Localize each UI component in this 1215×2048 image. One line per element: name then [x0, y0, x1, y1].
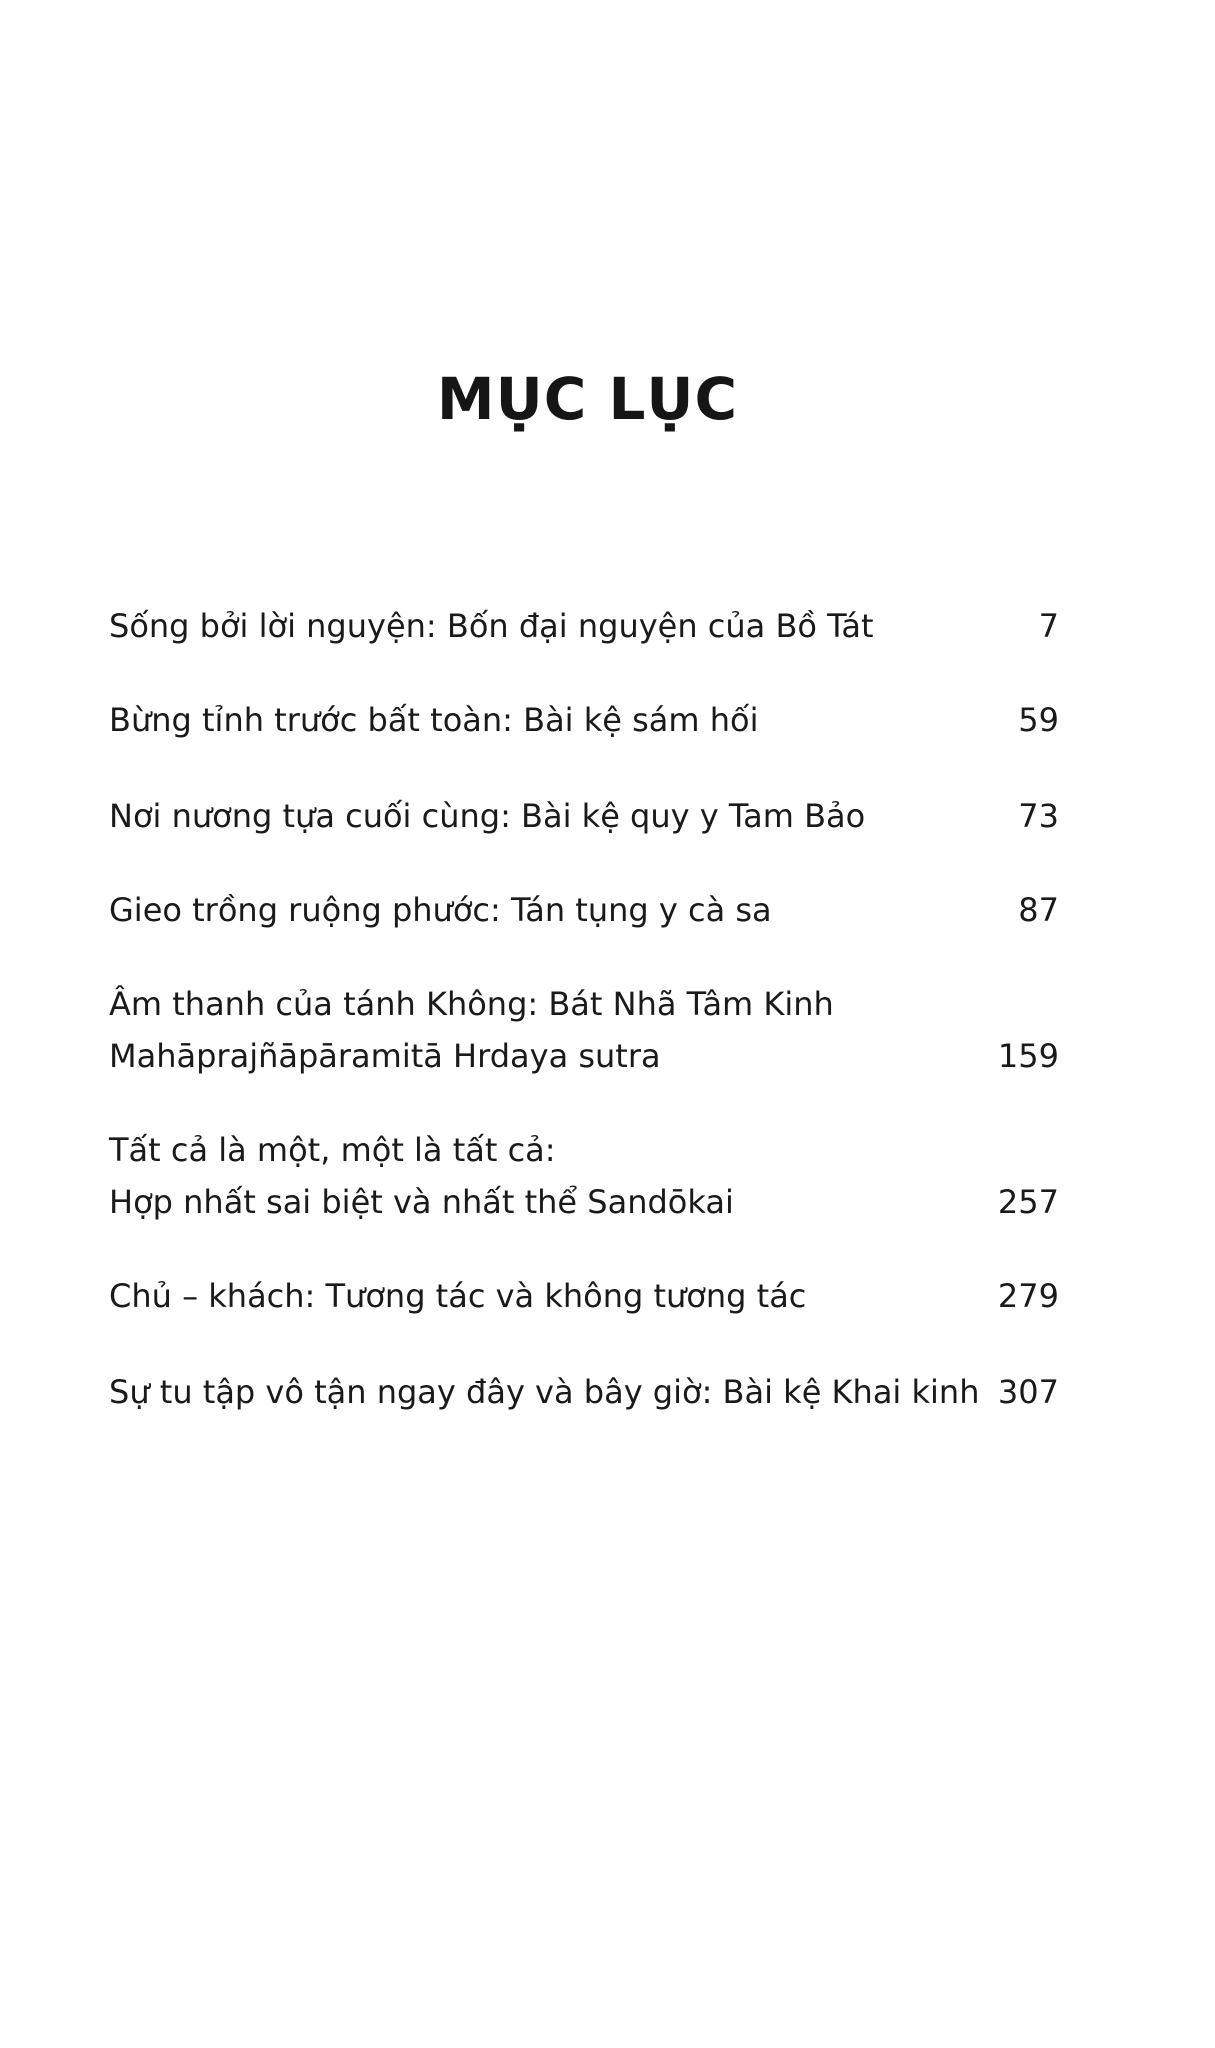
toc-entry-title-line: Mahāprajñāpāramitā Hrdaya sutra [109, 1037, 661, 1075]
toc-entry-page-number: 7 [1038, 607, 1059, 645]
toc-entry [109, 600, 1059, 652]
toc-entry-title: Bừng tỉnh trước bất toàn: Bài kệ sám hối [109, 701, 759, 739]
toc-entry-page-number: 59 [1018, 701, 1059, 739]
toc-entry-title: Chủ – khách: Tương tác và không tương tác [109, 1277, 807, 1315]
toc-entry-title-line: Hợp nhất sai biệt và nhất thể Sandōkai [109, 1183, 734, 1221]
toc-entry [109, 1366, 1059, 1418]
toc-entry-page-number: 257 [997, 1183, 1059, 1221]
toc-entry [109, 694, 1059, 746]
toc-entry-page-number: 159 [997, 1037, 1059, 1075]
toc-entry-title-line: Tất cả là một, một là tất cả: [109, 1131, 556, 1169]
toc-entry [109, 790, 1059, 842]
toc-entry-title: Gieo trồng ruộng phước: Tán tụng y cà sa [109, 891, 772, 929]
toc-entry-page-number: 87 [1018, 891, 1059, 929]
page-title: MỤC LỤC [436, 365, 739, 433]
toc-entry-page-number: 279 [997, 1277, 1059, 1315]
toc-entry-title: Sống bởi lời nguyện: Bốn đại nguyện của Bồ Tát [109, 607, 874, 645]
toc-entry-title-line: Âm thanh của tánh Không: Bát Nhã Tâm Kinh [109, 985, 834, 1023]
toc-entry [109, 1124, 1059, 1228]
toc-entry-title: Sự tu tập vô tận ngay đây và bây giờ: Bài kệ Khai kinh [109, 1373, 980, 1411]
toc-entry-page-number: 307 [997, 1373, 1059, 1411]
toc-entry-page-number: 73 [1018, 797, 1059, 835]
toc-entry-title: Nơi nương tựa cuối cùng: Bài kệ quy y Tam Bảo [109, 797, 866, 835]
toc-entry [109, 978, 1059, 1082]
toc-entry [109, 884, 1059, 936]
toc-entry [109, 1270, 1059, 1322]
